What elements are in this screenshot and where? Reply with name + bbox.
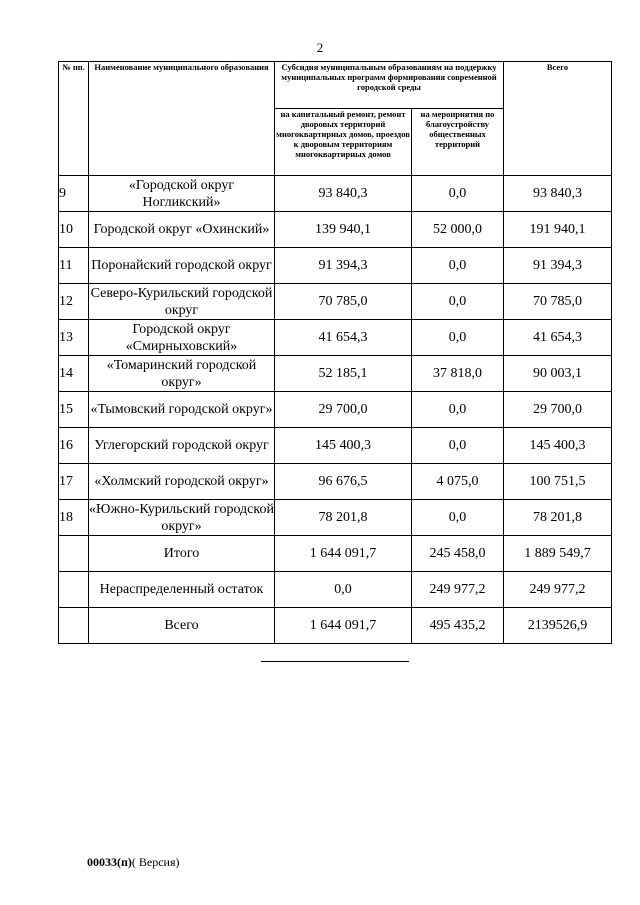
municipality-name: «Тымовский городской округ» <box>89 392 275 428</box>
table-row <box>59 392 612 428</box>
document-code: 00033(п) <box>87 855 132 869</box>
total-value: 1 889 549,7 <box>504 536 612 572</box>
header-subsidy: Субсидия муниципальным образованиям на поддержку муниципальных программ формирования современной городской среды <box>275 62 504 109</box>
improvement-value: 0,0 <box>412 320 504 356</box>
table-row <box>59 464 612 500</box>
total-value: 145 400,3 <box>504 428 612 464</box>
table-row <box>59 248 612 284</box>
row-number: 14 <box>59 356 89 392</box>
table-body <box>59 176 612 644</box>
row-number: 9 <box>59 176 89 212</box>
municipality-name: «Томаринский городской округ» <box>89 356 275 392</box>
capital-repair-value: 70 785,0 <box>275 284 412 320</box>
municipality-name: Северо-Курильский городской округ <box>89 284 275 320</box>
row-number <box>59 536 89 572</box>
row-number <box>59 608 89 644</box>
footer-code <box>87 855 180 870</box>
table-row <box>59 500 612 536</box>
row-number: 12 <box>59 284 89 320</box>
improvement-value: 52 000,0 <box>412 212 504 248</box>
header-row <box>59 62 612 109</box>
header-total: Всего <box>504 62 612 176</box>
table-row <box>59 536 612 572</box>
improvement-value: 249 977,2 <box>412 572 504 608</box>
total-value: 29 700,0 <box>504 392 612 428</box>
improvement-value: 495 435,2 <box>412 608 504 644</box>
municipality-name: Нераспределенный остаток <box>89 572 275 608</box>
capital-repair-value: 41 654,3 <box>275 320 412 356</box>
improvement-value: 0,0 <box>412 500 504 536</box>
capital-repair-value: 145 400,3 <box>275 428 412 464</box>
total-value: 41 654,3 <box>504 320 612 356</box>
total-value: 70 785,0 <box>504 284 612 320</box>
municipality-name: «Холмский городской округ» <box>89 464 275 500</box>
improvement-value: 0,0 <box>412 392 504 428</box>
header-municipality-name: Наименование муниципального образования <box>89 62 275 176</box>
municipality-name: «Южно-Курильский городской округ» <box>89 501 274 534</box>
row-number: 18 <box>59 500 89 536</box>
separator-line <box>261 661 409 662</box>
improvement-value: 245 458,0 <box>412 536 504 572</box>
table-row <box>59 284 612 320</box>
header-improvement: на мероприятия по благоустройству общественных территорий <box>412 109 504 176</box>
table-row <box>59 212 612 248</box>
total-value: 100 751,5 <box>504 464 612 500</box>
table-row <box>59 572 612 608</box>
total-value: 90 003,1 <box>504 356 612 392</box>
total-value: 2139526,9 <box>504 608 612 644</box>
row-number: 10 <box>59 212 89 248</box>
improvement-value: 0,0 <box>412 248 504 284</box>
capital-repair-value: 0,0 <box>275 572 412 608</box>
row-number: 16 <box>59 428 89 464</box>
capital-repair-value: 91 394,3 <box>275 248 412 284</box>
table-row <box>59 320 612 356</box>
municipality-name: Городской округ «Охинский» <box>89 212 275 248</box>
subsidy-table <box>58 61 612 644</box>
capital-repair-value: 93 840,3 <box>275 176 412 212</box>
capital-repair-value: 1 644 091,7 <box>275 608 412 644</box>
total-value: 93 840,3 <box>504 176 612 212</box>
municipality-name: Всего <box>89 608 275 644</box>
total-value: 191 940,1 <box>504 212 612 248</box>
improvement-value: 0,0 <box>412 428 504 464</box>
version-label: ( Версия) <box>131 855 180 869</box>
municipality-name: Поронайский городской округ <box>89 248 275 284</box>
row-number: 11 <box>59 248 89 284</box>
municipality-name: Городской округ «Смирныховский» <box>89 320 275 356</box>
header-number: № пп. <box>59 62 89 176</box>
row-number: 15 <box>59 392 89 428</box>
improvement-value: 37 818,0 <box>412 356 504 392</box>
capital-repair-value: 52 185,1 <box>275 356 412 392</box>
improvement-value: 0,0 <box>412 284 504 320</box>
table-row <box>59 356 612 392</box>
capital-repair-value: 29 700,0 <box>275 392 412 428</box>
row-number: 13 <box>59 320 89 356</box>
row-number <box>59 572 89 608</box>
total-value: 78 201,8 <box>504 500 612 536</box>
municipality-name: Итого <box>89 536 275 572</box>
header-capital-repair: на капитальный ремонт, ремонт дворовых территорий многоквартирных домов, проездов к дворовым территориям многоквартирных домов <box>275 109 412 176</box>
capital-repair-value: 139 940,1 <box>275 212 412 248</box>
capital-repair-value: 78 201,8 <box>275 500 412 536</box>
table-row <box>59 608 612 644</box>
municipality-name: «Городской округ Ногликский» <box>89 176 275 212</box>
municipality-name: Углегорский городской округ <box>89 428 275 464</box>
total-value: 91 394,3 <box>504 248 612 284</box>
row-number: 17 <box>59 464 89 500</box>
page-number: 2 <box>316 40 324 55</box>
total-value: 249 977,2 <box>504 572 612 608</box>
table-row <box>59 428 612 464</box>
capital-repair-value: 1 644 091,7 <box>275 536 412 572</box>
improvement-value: 0,0 <box>412 176 504 212</box>
improvement-value: 4 075,0 <box>412 464 504 500</box>
capital-repair-value: 96 676,5 <box>275 464 412 500</box>
table-row <box>59 176 612 212</box>
